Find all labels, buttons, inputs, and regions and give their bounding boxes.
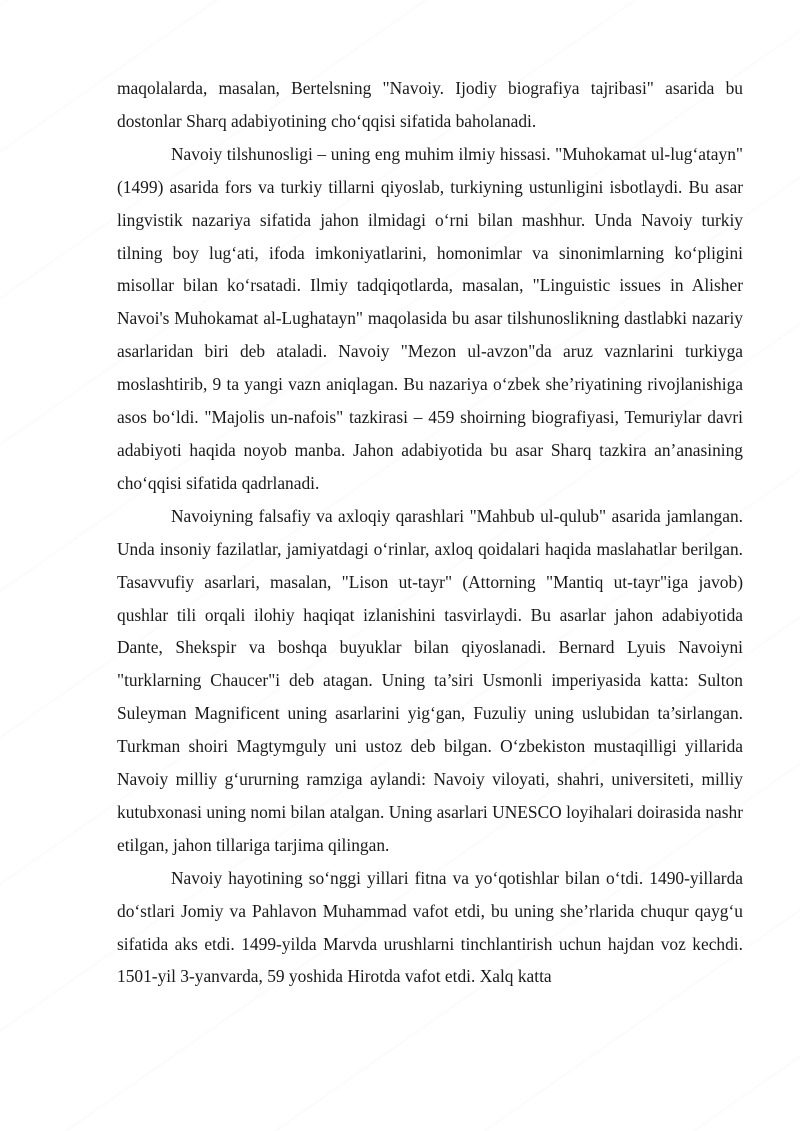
document-page — [117, 72, 743, 993]
paragraph-final-years: Navoiy hayotining so‘nggi yillari fitna va yo‘qotishlar bilan o‘tdi. 1490-yillarda do‘stlari Jomiy va Pahlavon Muhammad vafot etdi, bu uning she’rlarida chuqur qayg‘u sifatida aks etdi. 1499-yilda Marvda urushlarni tinchlantirish uchun hajdan voz kechdi. 1501-yil 3-yanvarda, 59 yoshida Hirotda vafot etdi. Xalq katta — [117, 867, 743, 987]
paragraph-continuation: maqolalarda, masalan, Bertelsning "Navoiy. Ijodiy biografiya tajribasi" asarida bu dostonlar Sharq adabiyotining cho‘qqisi sifatida baholanadi. — [117, 78, 743, 131]
paragraph-linguistics: Navoiy tilshunosligi – uning eng muhim ilmiy hissasi. "Muhokamat ul-lug‘atayn" (1499) asarida fors va turkiy tillarni qiyoslab, turkiyning ustunligini isbotlaydi. Bu asar lingvistik nazariya sifatida jahon ilmidagi o‘rni bilan mashhur. Unda Navoiy turkiy tilning boy lug‘ati, ifoda imkoniyatlarini, homonimlar va sinonimlarning ko‘pligini misollar bilan ko‘rsatadi. Ilmiy tadqiqotlarda, masalan, "Linguistic issues in Alisher Navoi's Muhokamat al-Lughatayn" maqolasida bu asar tilshunoslikning dastlabki nazariy asarlaridan biri deb ataladi. Navoiy "Mezon ul-avzon"da aruz vaznlarini turkiyga moslashtirib, 9 ta yangi vazn aniqlagan. Bu nazariya o‘zbek she’riyatining rivojlanishiga asos bo‘ldi. "Majolis un-nafois" tazkirasi – 459 shoirning biografiyasi, Temuriylar davri adabiyoti haqida noyob manba. Jahon adabiyotida bu asar Sharq tazkira an’anasining cho‘qqisi sifatida qadrlanadi. — [117, 143, 743, 493]
paragraph-philosophy: Navoiyning falsafiy va axloqiy qarashlari "Mahbub ul-qulub" asarida jamlangan. Unda insoniy fazilatlar, jamiyatdagi o‘rinlar, axloq qoidalari haqida maslahatlar berilgan. Tasavvufiy asarlari, masalan, "Lison ut-tayr" (Attorning "Mantiq ut-tayr"iga javob) qushlar tili orqali ilohiy haqiqat izlanishini tasvirlaydi. Bu asarlar jahon adabiyotida Dante, Shekspir va boshqa buyuklar bilan qiyoslanadi. Bernard Lyuis Navoiyni "turklarning Chaucer"i deb atagan. Uning ta’siri Usmonli imperiyasida katta: Sulton Suleyman Magnificent uning asarlarini yig‘gan, Fuzuliy uning uslubidan ta’sirlangan. Turkman shoiri Magtymguly uni ustoz deb bilgan. O‘zbekiston mustaqilligi yillarida Navoiy milliy g‘ururning ramziga aylandi: Navoiy viloyati, shahri, universiteti, milliy kutubxonasi uning nomi bilan atalgan. Uning asarlari UNESCO loyihalari doirasida nashr etilgan, jahon tillariga tarjima qilingan. — [117, 505, 743, 855]
